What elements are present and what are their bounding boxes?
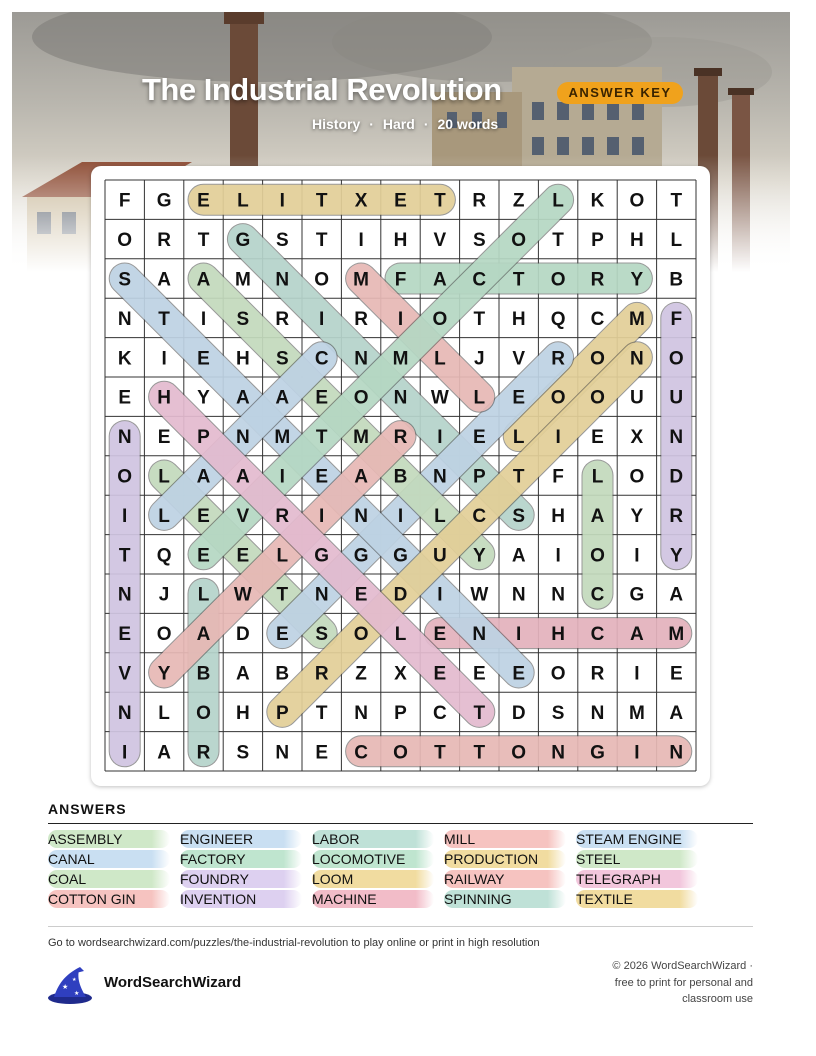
grid-letter: H bbox=[393, 230, 408, 252]
grid-letter: L bbox=[434, 505, 446, 527]
grid-letter: N bbox=[354, 505, 368, 527]
grid-letter: B bbox=[669, 269, 684, 291]
grid-letter: I bbox=[516, 624, 522, 646]
grid-letter: O bbox=[353, 624, 369, 646]
copyright-line: free to print for personal and bbox=[614, 976, 753, 989]
grid-letter: I bbox=[437, 427, 443, 449]
answer-word bbox=[48, 830, 170, 848]
grid-letter: I bbox=[555, 427, 561, 449]
grid-letter: I bbox=[200, 308, 207, 330]
grid-letter: Y bbox=[630, 269, 644, 291]
answer-key-badge: ANSWER KEY bbox=[557, 82, 683, 104]
answer-word bbox=[312, 830, 434, 848]
grid-letter: T bbox=[670, 190, 683, 212]
divider bbox=[48, 823, 753, 824]
grid-letter: I bbox=[319, 308, 325, 330]
grid-letter: E bbox=[118, 624, 132, 646]
answer-word bbox=[312, 850, 434, 868]
grid-letter: A bbox=[196, 269, 211, 291]
grid-letter: E bbox=[118, 387, 132, 409]
grid-letter: G bbox=[235, 230, 251, 252]
grid-letter: E bbox=[315, 742, 329, 764]
word-count-label: 20 words bbox=[437, 116, 499, 132]
grid-letter: S bbox=[236, 308, 250, 330]
grid-letter: O bbox=[511, 742, 527, 764]
answer-word-label: RAILWAY bbox=[444, 871, 505, 887]
grid-letter: A bbox=[630, 624, 644, 646]
grid-letter: E bbox=[197, 348, 210, 370]
grid-letter: T bbox=[434, 742, 446, 764]
grid-letter: H bbox=[551, 624, 565, 646]
grid-letter: L bbox=[158, 702, 170, 724]
grid-letter: L bbox=[158, 505, 170, 527]
grid-letter: S bbox=[118, 269, 132, 291]
grid-letter: R bbox=[551, 348, 565, 370]
copyright-line: classroom use bbox=[682, 993, 753, 1005]
grid-letter: I bbox=[358, 230, 364, 252]
subject-label: History bbox=[312, 116, 361, 132]
grid-letter: L bbox=[591, 466, 604, 488]
grid-letter: T bbox=[512, 466, 525, 488]
grid-letter: G bbox=[156, 190, 172, 212]
page-title: The Industrial Revolution bbox=[142, 72, 502, 107]
answer-word-label: MILL bbox=[444, 831, 476, 847]
answer-word bbox=[48, 870, 170, 888]
answer-word-label: LABOR bbox=[312, 831, 360, 847]
grid-letter: N bbox=[117, 427, 132, 449]
grid-letter: A bbox=[354, 466, 368, 488]
grid-letter: A bbox=[669, 584, 684, 606]
grid-letter: O bbox=[511, 230, 527, 252]
grid-letter: L bbox=[394, 624, 407, 646]
grid-letter: N bbox=[669, 742, 684, 764]
grid-letter: H bbox=[236, 702, 250, 724]
grid-letter: I bbox=[279, 190, 285, 212]
grid-letter: Z bbox=[512, 190, 525, 212]
answer-word bbox=[576, 830, 698, 848]
grid-letter: S bbox=[512, 505, 526, 527]
grid-letter: I bbox=[634, 663, 640, 685]
grid-letter: U bbox=[669, 387, 684, 409]
grid-letter: R bbox=[669, 505, 684, 527]
grid-letter: J bbox=[474, 348, 485, 370]
grid-letter: C bbox=[590, 584, 605, 606]
grid-letter: I bbox=[319, 505, 325, 527]
grid-letter: H bbox=[236, 348, 250, 370]
grid-letter: N bbox=[393, 387, 408, 409]
meta-separator: · bbox=[369, 116, 374, 132]
grid-letter: M bbox=[353, 269, 370, 291]
grid-letter: B bbox=[393, 466, 408, 488]
grid-letter: T bbox=[315, 190, 328, 212]
grid-letter: I bbox=[437, 584, 443, 606]
grid-letter: R bbox=[472, 190, 487, 212]
grid-letter: P bbox=[394, 702, 407, 724]
word-search-grid bbox=[91, 166, 710, 786]
grid-letter: A bbox=[196, 466, 211, 488]
grid-letter: Y bbox=[630, 505, 644, 527]
grid-letter: O bbox=[550, 663, 566, 685]
grid-letter: R bbox=[314, 663, 329, 685]
grid-letter: D bbox=[669, 466, 684, 488]
grid-letter: O bbox=[629, 466, 645, 488]
grid-letter: L bbox=[552, 190, 564, 212]
grid-letter: O bbox=[432, 308, 448, 330]
grid-letter: O bbox=[353, 387, 369, 409]
svg-text:★: ★ bbox=[72, 977, 77, 983]
grid-letter: Q bbox=[550, 308, 566, 330]
grid-letter: K bbox=[590, 190, 605, 212]
grid-letter: D bbox=[393, 584, 408, 606]
answer-word-label: ASSEMBLY bbox=[48, 831, 123, 847]
grid-letter: S bbox=[315, 624, 329, 646]
grid-letter: E bbox=[512, 387, 526, 409]
grid-letter: U bbox=[630, 387, 644, 409]
grid-letter: N bbox=[236, 427, 250, 449]
grid-letter: E bbox=[472, 663, 486, 685]
grid-letter: L bbox=[434, 348, 446, 370]
grid-letter: N bbox=[117, 308, 132, 330]
puzzle-meta bbox=[312, 116, 498, 132]
grid-letters bbox=[117, 191, 684, 764]
grid-letter: A bbox=[236, 466, 250, 488]
grid-letter: E bbox=[472, 427, 486, 449]
grid-letter: O bbox=[550, 387, 566, 409]
grid-letter: H bbox=[551, 505, 565, 527]
grid-letter: A bbox=[433, 269, 447, 291]
grid-letter: O bbox=[314, 269, 330, 291]
grid-letter: S bbox=[275, 230, 289, 252]
grid-letter: G bbox=[629, 584, 645, 606]
grid-letter: R bbox=[354, 308, 368, 330]
meta-separator: · bbox=[423, 116, 429, 132]
grid-letter: H bbox=[630, 230, 644, 252]
answer-word bbox=[444, 830, 566, 848]
grid-letter: N bbox=[551, 584, 565, 606]
divider bbox=[48, 926, 753, 927]
grid-letter: C bbox=[314, 348, 329, 370]
grid-letter: P bbox=[472, 466, 486, 488]
grid-letter: T bbox=[473, 702, 486, 724]
grid-letter: O bbox=[393, 742, 408, 764]
grid-letter: A bbox=[590, 505, 605, 527]
grid-letter: R bbox=[196, 742, 211, 764]
answer-word-label: SPINNING bbox=[444, 891, 512, 907]
grid-letter: Y bbox=[472, 545, 486, 567]
grid-letter: E bbox=[394, 190, 407, 212]
answer-word bbox=[576, 850, 698, 868]
grid-letter: E bbox=[236, 545, 250, 567]
grid-letter: B bbox=[275, 663, 290, 685]
difficulty-label: Hard bbox=[382, 116, 415, 132]
answer-word bbox=[180, 850, 302, 868]
footer-link-text: Go to wordsearchwizard.com/puzzles/the-industrial-revolution to play online or print in high resolution bbox=[48, 937, 540, 949]
grid-letter: X bbox=[630, 427, 644, 449]
grid-letter: T bbox=[473, 742, 486, 764]
grid-letter: C bbox=[472, 269, 487, 291]
grid-letter: N bbox=[314, 584, 329, 606]
grid-letter: R bbox=[393, 427, 408, 449]
grid-letter: V bbox=[118, 663, 132, 685]
grid-letter: F bbox=[394, 269, 407, 291]
grid-letter: E bbox=[669, 663, 683, 685]
grid-letter: S bbox=[472, 230, 486, 252]
grid-letter: E bbox=[433, 624, 447, 646]
grid-letter: V bbox=[512, 348, 526, 370]
grid-letter: V bbox=[433, 230, 447, 252]
answer-word bbox=[576, 890, 698, 908]
grid-letter: N bbox=[590, 702, 605, 724]
grid-letter: G bbox=[393, 545, 408, 567]
grid-letter: S bbox=[275, 348, 289, 370]
grid-letter: C bbox=[354, 742, 368, 764]
grid-letter: M bbox=[392, 348, 409, 370]
grid-letter: T bbox=[118, 545, 131, 567]
grid-letter: K bbox=[117, 348, 132, 370]
grid-letter: B bbox=[196, 663, 211, 685]
grid-letter: E bbox=[197, 190, 210, 212]
grid-letter: E bbox=[275, 624, 289, 646]
grid-letter: I bbox=[122, 742, 128, 764]
grid-letter: T bbox=[512, 269, 525, 291]
grid-letter: H bbox=[157, 387, 171, 409]
grid-letter: O bbox=[668, 348, 684, 370]
grid-letter: E bbox=[354, 584, 368, 606]
grid-letter: O bbox=[550, 269, 566, 291]
puzzle-card bbox=[91, 166, 710, 786]
grid-letter: G bbox=[353, 545, 369, 567]
grid-letter: O bbox=[629, 190, 645, 212]
answer-word bbox=[180, 890, 302, 908]
answer-word-label: TELEGRAPH bbox=[576, 871, 661, 887]
answer-word-label: CANAL bbox=[48, 851, 95, 867]
grid-letter: O bbox=[117, 230, 133, 252]
answer-word-label: MACHINE bbox=[312, 891, 377, 907]
grid-letter: M bbox=[668, 624, 685, 646]
grid-letter: R bbox=[275, 308, 290, 330]
grid-letter: W bbox=[430, 387, 449, 409]
grid-letter: N bbox=[551, 742, 565, 764]
grid-letter: A bbox=[275, 387, 290, 409]
answer-word bbox=[444, 870, 566, 888]
grid-letter: P bbox=[275, 702, 289, 724]
answer-word bbox=[48, 890, 170, 908]
grid-letter: N bbox=[511, 584, 526, 606]
grid-letter: L bbox=[158, 466, 170, 488]
answer-word-label: ENGINEER bbox=[180, 831, 254, 847]
grid-letter: N bbox=[275, 269, 290, 291]
grid-letter: O bbox=[156, 624, 172, 646]
grid-letter: Y bbox=[669, 545, 683, 567]
grid-letter: N bbox=[275, 742, 290, 764]
grid-letter: O bbox=[590, 387, 605, 409]
grid-letter: J bbox=[158, 584, 170, 606]
grid-letter: N bbox=[472, 624, 487, 646]
grid-letter: M bbox=[234, 269, 251, 291]
grid-letter: L bbox=[276, 545, 289, 567]
grid-letter: A bbox=[157, 269, 171, 291]
grid-letter: D bbox=[236, 624, 250, 646]
answer-word bbox=[444, 850, 566, 868]
grid-letter: T bbox=[473, 308, 486, 330]
grid-letter: F bbox=[670, 308, 683, 330]
grid-letter: T bbox=[315, 702, 328, 724]
answer-word-label: LOOM bbox=[312, 871, 354, 887]
answer-word-label: COTTON GIN bbox=[48, 891, 136, 907]
answer-word bbox=[312, 870, 434, 888]
answer-word-label: PRODUCTION bbox=[444, 851, 539, 867]
grid-letter: L bbox=[197, 584, 210, 606]
grid-letter: E bbox=[512, 663, 526, 685]
grid-letter: O bbox=[117, 466, 133, 488]
wizard-hat-icon bbox=[46, 965, 94, 1010]
grid-letter: N bbox=[117, 584, 132, 606]
grid-letter: H bbox=[511, 308, 526, 330]
answer-word-label: LOCOMOTIVE bbox=[312, 851, 406, 867]
grid-letter: X bbox=[354, 190, 368, 212]
grid-letter: W bbox=[233, 584, 252, 606]
answer-word-label: TEXTILE bbox=[576, 891, 633, 907]
grid-letter: N bbox=[669, 427, 684, 449]
grid-letter: I bbox=[634, 742, 640, 764]
answer-word bbox=[48, 850, 170, 868]
grid-letter: L bbox=[670, 230, 683, 252]
grid-letter: E bbox=[315, 387, 329, 409]
grid-letter: A bbox=[669, 702, 684, 724]
grid-letter: N bbox=[630, 348, 644, 370]
grid-letter: E bbox=[433, 663, 447, 685]
grid-letter: Y bbox=[157, 663, 171, 685]
answer-word-label: INVENTION bbox=[180, 891, 257, 907]
grid-letter: A bbox=[511, 545, 526, 567]
grid-letter: N bbox=[354, 348, 368, 370]
grid-letter: E bbox=[197, 505, 210, 527]
grid-letter: F bbox=[552, 466, 564, 488]
grid-letter: Q bbox=[156, 545, 172, 567]
grid-letter: M bbox=[274, 427, 291, 449]
answer-word bbox=[312, 890, 434, 908]
grid-letter: S bbox=[236, 742, 250, 764]
grid-letter: T bbox=[276, 584, 289, 606]
answer-word-label: STEAM ENGINE bbox=[576, 831, 682, 847]
grid-letter: M bbox=[628, 702, 645, 724]
grid-letter: D bbox=[511, 702, 526, 724]
svg-text:★: ★ bbox=[74, 991, 80, 997]
grid-letter: T bbox=[315, 230, 328, 252]
grid-letter: G bbox=[590, 742, 605, 764]
answer-word-label: FACTORY bbox=[180, 851, 246, 867]
grid-letter: I bbox=[279, 466, 285, 488]
grid-letter: I bbox=[555, 545, 561, 567]
answer-word-label: COAL bbox=[48, 871, 87, 887]
grid-letter: L bbox=[512, 427, 525, 449]
grid-letter: I bbox=[122, 505, 128, 527]
grid-letter: W bbox=[470, 584, 489, 606]
grid-letter: R bbox=[590, 663, 605, 685]
answer-word-label: STEEL bbox=[576, 851, 621, 867]
grid-letter: S bbox=[551, 702, 565, 724]
svg-text:★: ★ bbox=[62, 984, 69, 991]
grid-letter: R bbox=[157, 230, 171, 252]
grid-letter: C bbox=[590, 624, 605, 646]
grid-letter: N bbox=[117, 702, 132, 724]
grid-letter: C bbox=[590, 308, 605, 330]
grid-letter: P bbox=[197, 427, 210, 449]
grid-letter: O bbox=[590, 348, 605, 370]
grid-letter: E bbox=[591, 427, 604, 449]
grid-letter: Y bbox=[197, 387, 210, 409]
grid-letter: I bbox=[634, 545, 640, 567]
grid-letter: L bbox=[473, 387, 486, 409]
grid-letter: I bbox=[397, 308, 404, 330]
grid-letter: V bbox=[236, 505, 250, 527]
grid-letter: C bbox=[433, 702, 447, 724]
grid-letter: Z bbox=[355, 663, 367, 685]
grid-letter: L bbox=[237, 190, 249, 212]
grid-letter: R bbox=[275, 505, 290, 527]
answer-word bbox=[180, 830, 302, 848]
answers-heading: ANSWERS bbox=[48, 801, 127, 817]
grid-letter: M bbox=[628, 308, 645, 330]
grid-letter: G bbox=[314, 545, 330, 567]
grid-letter: A bbox=[196, 624, 211, 646]
answer-word bbox=[444, 890, 566, 908]
grid-letter: A bbox=[236, 663, 250, 685]
brand-name: WordSearchWizard bbox=[104, 974, 242, 991]
grid-letter: M bbox=[353, 427, 370, 449]
grid-letter: E bbox=[315, 466, 329, 488]
answer-word bbox=[576, 870, 698, 888]
grid-letter: C bbox=[472, 505, 487, 527]
grid-letter: X bbox=[394, 663, 407, 685]
copyright-text bbox=[583, 958, 753, 1008]
grid-letter: F bbox=[118, 190, 131, 212]
grid-letter: T bbox=[434, 190, 446, 212]
grid-letter: O bbox=[196, 702, 211, 724]
grid-letter: A bbox=[157, 742, 171, 764]
grid-letter: A bbox=[236, 387, 250, 409]
grid-letter: U bbox=[433, 545, 447, 567]
grid-letter: I bbox=[161, 348, 167, 370]
grid-letter: T bbox=[197, 230, 210, 252]
grid-letter: T bbox=[552, 230, 564, 252]
grid-letter: N bbox=[433, 466, 447, 488]
grid-letter: O bbox=[590, 545, 605, 567]
grid-letter: P bbox=[591, 230, 604, 252]
grid-letter: R bbox=[590, 269, 605, 291]
copyright-line: © 2026 WordSearchWizard · bbox=[612, 960, 753, 972]
grid-letter: T bbox=[158, 308, 170, 330]
grid-letter: E bbox=[157, 427, 171, 449]
grid-letter: I bbox=[397, 505, 404, 527]
grid-letter: N bbox=[354, 702, 368, 724]
grid-letter: E bbox=[197, 545, 210, 567]
answer-word-label: FOUNDRY bbox=[180, 871, 249, 887]
answer-word bbox=[180, 870, 302, 888]
grid-letter: T bbox=[315, 427, 328, 449]
